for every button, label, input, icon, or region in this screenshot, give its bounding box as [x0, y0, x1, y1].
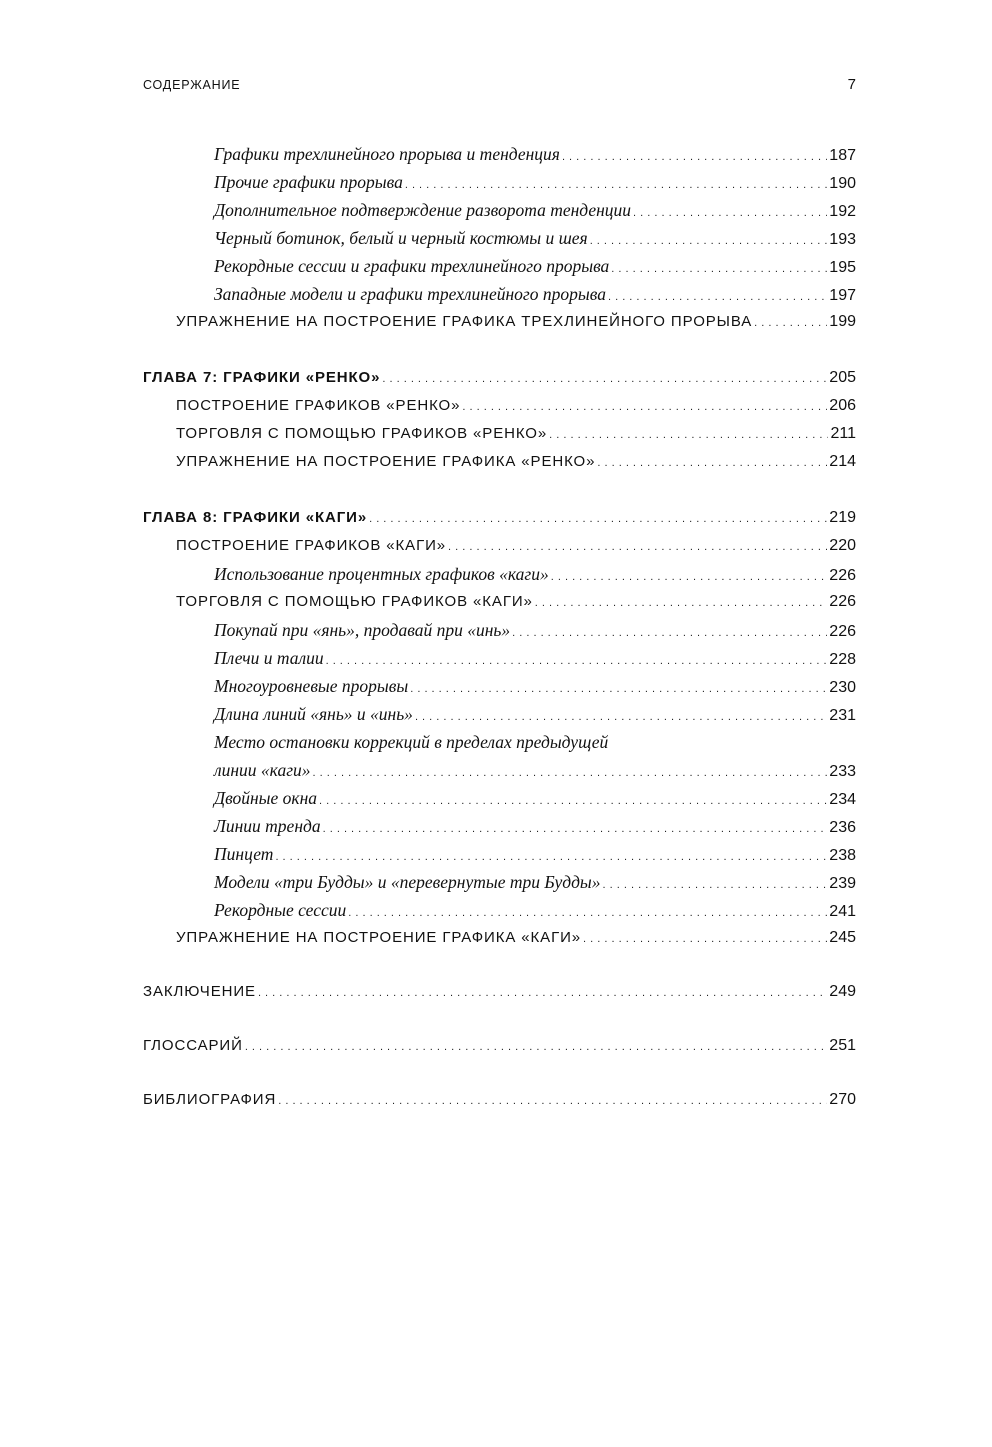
toc-entry-page: 226	[829, 567, 856, 584]
toc-entry[interactable]	[143, 140, 856, 168]
toc-chapter[interactable]	[143, 1032, 856, 1060]
toc-entry-page: 219	[829, 509, 856, 526]
page-number: 7	[847, 76, 856, 93]
toc-entry[interactable]	[143, 868, 856, 896]
toc-entry-title: Западные модели и графики трехлинейного прорыва	[214, 284, 606, 304]
toc-entry-page: 236	[829, 819, 856, 836]
toc-entry[interactable]	[143, 560, 856, 588]
spacer	[143, 952, 856, 978]
toc-entry[interactable]	[143, 812, 856, 840]
toc-entry-page: 226	[829, 623, 856, 640]
toc-entry-title: Прочие графики прорыва	[214, 172, 403, 192]
toc-entry-title: ЗАКЛЮЧЕНИЕ	[143, 983, 256, 1000]
toc-entry-page: 193	[829, 231, 856, 248]
dot-leader	[462, 392, 827, 421]
toc-entry-title: Многоуровневые прорывы	[214, 676, 409, 696]
toc-entry-page: 231	[829, 707, 856, 724]
toc-entry-page: 233	[829, 763, 856, 780]
toc-entry-title: Черный ботинок, белый и черный костюмы и шея	[214, 228, 588, 248]
toc-entry[interactable]	[143, 252, 856, 280]
toc-entry[interactable]	[143, 532, 856, 560]
toc-entry-page: 228	[829, 651, 856, 668]
dot-leader	[405, 170, 827, 199]
toc-entry-page: 270	[829, 1091, 856, 1108]
dot-leader	[562, 142, 827, 171]
dot-leader	[326, 646, 828, 675]
dot-leader	[323, 814, 828, 843]
toc-entry-page: 245	[829, 929, 856, 946]
toc-entry[interactable]	[143, 756, 856, 784]
toc-entry-page: 195	[829, 259, 856, 276]
toc-entry-first-line[interactable]	[143, 728, 856, 756]
dot-leader	[245, 1032, 827, 1061]
dot-leader	[382, 364, 827, 393]
toc-entry-title: ГЛОССАРИЙ	[143, 1037, 243, 1054]
toc-entry-title: Графики трехлинейного прорыва и тенденция	[214, 144, 560, 164]
toc-entry[interactable]	[143, 840, 856, 868]
toc-entry[interactable]	[143, 196, 856, 224]
toc-entry-title: ТОРГОВЛЯ С ПОМОЩЬЮ ГРАФИКОВ «КАГИ»	[176, 593, 533, 610]
toc-entry-title: Рекордные сессии	[214, 900, 347, 920]
toc-entry-title: ПОСТРОЕНИЕ ГРАФИКОВ «КАГИ»	[176, 537, 447, 554]
toc-chapter[interactable]	[143, 504, 856, 532]
dot-leader	[319, 786, 827, 815]
toc-entry[interactable]	[143, 616, 856, 644]
toc-entry-title-continued: линии «каги»	[214, 760, 311, 780]
toc-entry-page: 190	[829, 175, 856, 192]
toc-entry[interactable]	[143, 700, 856, 728]
toc-entry-page: 199	[829, 313, 856, 330]
dot-leader	[549, 420, 828, 449]
toc-entry-page: 241	[829, 903, 856, 920]
toc-entry[interactable]	[143, 448, 856, 476]
toc-entry-title: Линии тренда	[214, 816, 321, 836]
toc-entry[interactable]	[143, 280, 856, 308]
toc-entry-page: 239	[829, 875, 856, 892]
toc-entry[interactable]	[143, 588, 856, 616]
spacer	[143, 476, 856, 504]
toc-entry[interactable]	[143, 896, 856, 924]
toc-entry[interactable]	[143, 672, 856, 700]
toc-entry[interactable]	[143, 784, 856, 812]
toc-entry-page: 220	[829, 537, 856, 554]
toc-chapter[interactable]	[143, 978, 856, 1006]
dot-leader	[583, 924, 827, 953]
toc-entry-page: 251	[829, 1037, 856, 1054]
toc-entry-page: 234	[829, 791, 856, 808]
toc-entry[interactable]	[143, 392, 856, 420]
running-head: СОДЕРЖАНИЕ	[143, 78, 241, 92]
toc-entry-page: 211	[830, 425, 856, 442]
toc-entry-title: Длина линий «янь» и «инь»	[214, 704, 413, 724]
spacer	[143, 1006, 856, 1032]
toc-entry-title: БИБЛИОГРАФИЯ	[143, 1091, 277, 1108]
spacer	[143, 1060, 856, 1086]
toc-entry-title: Покупай при «янь», продавай при «инь»	[214, 620, 511, 640]
toc-entry-title: УПРАЖНЕНИЕ НА ПОСТРОЕНИЕ ГРАФИКА «КАГИ»	[176, 929, 582, 946]
dot-leader	[275, 842, 827, 871]
toc-entry[interactable]	[143, 168, 856, 196]
toc-entry-title: УПРАЖНЕНИЕ НА ПОСТРОЕНИЕ ГРАФИКА «РЕНКО»	[176, 453, 596, 470]
dot-leader	[608, 282, 827, 311]
toc-entry[interactable]	[143, 420, 856, 448]
dot-leader	[313, 758, 828, 787]
toc-entry-title: Плечи и талии	[214, 648, 324, 668]
table-of-contents	[143, 140, 856, 1114]
toc-entry-page: 192	[829, 203, 856, 220]
spacer	[143, 336, 856, 364]
toc-entry-page: 205	[829, 369, 856, 386]
dot-leader	[415, 702, 827, 731]
toc-entry[interactable]	[143, 308, 856, 336]
toc-entry-title: Место остановки коррекций в пределах предыдущей	[214, 732, 609, 752]
toc-entry-title: ГЛАВА 8: ГРАФИКИ «КАГИ»	[143, 509, 368, 526]
toc-entry-title: ГЛАВА 7: ГРАФИКИ «РЕНКО»	[143, 369, 381, 386]
dot-leader	[448, 532, 827, 561]
toc-entry[interactable]	[143, 224, 856, 252]
dot-leader	[590, 226, 828, 255]
toc-entry-page: 238	[829, 847, 856, 864]
toc-entry-page: 214	[829, 453, 856, 470]
toc-entry-page: 206	[829, 397, 856, 414]
dot-leader	[512, 618, 827, 647]
toc-entry[interactable]	[143, 644, 856, 672]
toc-entry-page: 197	[829, 287, 856, 304]
toc-entry-page: 226	[829, 593, 856, 610]
toc-entry-title: УПРАЖНЕНИЕ НА ПОСТРОЕНИЕ ГРАФИКА ТРЕХЛИНЕЙНОГО ПРОРЫВА	[176, 313, 753, 330]
toc-entry-page: 187	[829, 147, 856, 164]
toc-entry-title: ТОРГОВЛЯ С ПОМОЩЬЮ ГРАФИКОВ «РЕНКО»	[176, 425, 548, 442]
toc-entry-title: Рекордные сессии и графики трехлинейного прорыва	[214, 256, 610, 276]
toc-entry-title: Использование процентных графиков «каги»	[214, 564, 549, 584]
dot-leader	[603, 870, 828, 899]
dot-leader	[611, 254, 827, 283]
dot-leader	[551, 562, 828, 591]
dot-leader	[369, 504, 827, 533]
toc-chapter[interactable]	[143, 364, 856, 392]
dot-leader	[410, 674, 827, 703]
page-header	[143, 76, 856, 98]
dot-leader	[535, 588, 828, 617]
dot-leader	[754, 308, 827, 337]
dot-leader	[258, 978, 827, 1007]
dot-leader	[348, 898, 827, 927]
toc-entry[interactable]	[143, 924, 856, 952]
toc-entry-page: 249	[829, 983, 856, 1000]
toc-entry-title: Двойные окна	[214, 788, 318, 808]
toc-entry-page: 230	[829, 679, 856, 696]
dot-leader	[633, 198, 827, 227]
toc-entry-title: ПОСТРОЕНИЕ ГРАФИКОВ «РЕНКО»	[176, 397, 461, 414]
toc-entry-title: Дополнительное подтверждение разворота тенденции	[214, 200, 632, 220]
toc-chapter[interactable]	[143, 1086, 856, 1114]
toc-entry-title: Пинцет	[214, 844, 274, 864]
dot-leader	[278, 1086, 827, 1115]
toc-entry-title: Модели «три Будды» и «перевернутые три Будды»	[214, 872, 601, 892]
dot-leader	[597, 448, 827, 477]
